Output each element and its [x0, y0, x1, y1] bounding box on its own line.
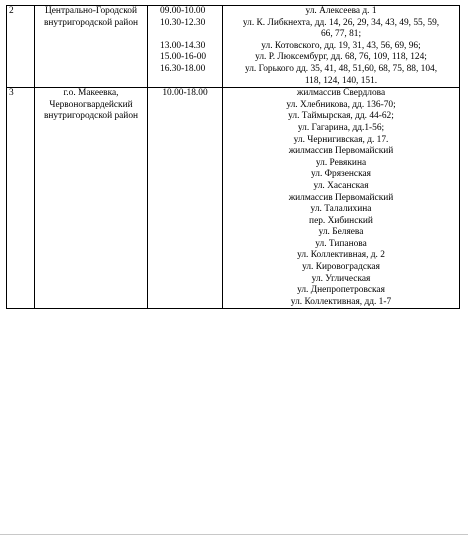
district-cell: [35, 6, 148, 88]
address-line: ул. Котовского, дд. 19, 31, 43, 56, 69, 96;: [261, 40, 421, 51]
district-line: внутригородской район: [43, 111, 139, 122]
district-line: Центрально-Городской: [45, 6, 137, 16]
address-line: жилмассив Первомайский: [288, 146, 394, 157]
address-line: ул. Р. Люксембург, дд. 68, 76, 109, 118, 124;: [255, 52, 427, 63]
address-line: ул. Чернигивская, д. 17.: [293, 134, 389, 145]
table-row: [7, 6, 460, 88]
time-cell: [148, 6, 223, 88]
row-number: 2: [9, 6, 14, 16]
district-cell: [35, 88, 148, 309]
address-line: ул. Алексеева д. 1: [305, 6, 377, 16]
row-number: 3: [9, 88, 14, 99]
address-line: ул. Коллективная, д. 2: [297, 250, 385, 261]
address-line: ул. Талалихина: [310, 204, 372, 215]
address-line: ул. Днепропетровская: [297, 285, 385, 296]
address-line: ул. Гагарина, дд.1-56;: [297, 122, 385, 133]
address-line: ул. Беляева: [318, 227, 364, 238]
address-line: 118, 124, 140, 151.: [304, 75, 378, 86]
address-line: ул. Фрязенская: [311, 169, 371, 180]
address-line: жилмассив Свердлова: [296, 88, 386, 99]
time-slot: 09.00-10.00: [160, 6, 206, 16]
address-line: пер. Хибинский: [309, 215, 373, 226]
time-cell: [148, 88, 223, 309]
time-slot: 15.00-16-00: [160, 52, 207, 63]
address-line: ул. Кировоградская: [302, 262, 380, 273]
address-line: ул. Таймырская, дд. 44-62;: [288, 111, 394, 122]
page-bottom-divider: [0, 534, 468, 535]
address-line: ул. Хасанская: [313, 180, 369, 191]
address-line: ул. Коллективная, дд. 1-7: [290, 296, 392, 307]
time-slot: 10.30-12.30: [160, 17, 206, 28]
schedule-table: [6, 5, 460, 309]
district-line: г.о. Макеевка,: [63, 88, 119, 99]
time-spacer: [150, 29, 220, 41]
address-line: ул. Ревякина: [315, 157, 367, 168]
district-line: внутригородской район: [43, 17, 139, 28]
row-number-cell: [7, 88, 35, 309]
table-row: [7, 88, 460, 309]
time-slot: 13.00-14.30: [160, 40, 206, 51]
address-line: ул. Типанова: [315, 238, 367, 249]
row-number-cell: [7, 6, 35, 88]
time-slot: 16.30-18.00: [160, 63, 206, 74]
district-line: Червоногвардейский: [49, 99, 133, 110]
address-line: ул. К. Либкнехта, дд. 14, 26, 29, 34, 43, 49, 55, 59,: [242, 17, 440, 28]
address-cell: [223, 88, 460, 309]
address-cell: [223, 6, 460, 88]
address-line: ул. Горького дд. 35, 41, 48, 51,60, 68, 75, 88, 104,: [244, 63, 438, 74]
time-slot: 10.00-18.00: [162, 88, 208, 99]
address-line: 66, 77, 81;: [320, 29, 362, 40]
address-line: ул. Углическая: [311, 273, 371, 284]
address-line: ул. Хлебникова, дд. 136-70;: [286, 99, 396, 110]
address-line: жилмассив Первомайский: [288, 192, 394, 203]
